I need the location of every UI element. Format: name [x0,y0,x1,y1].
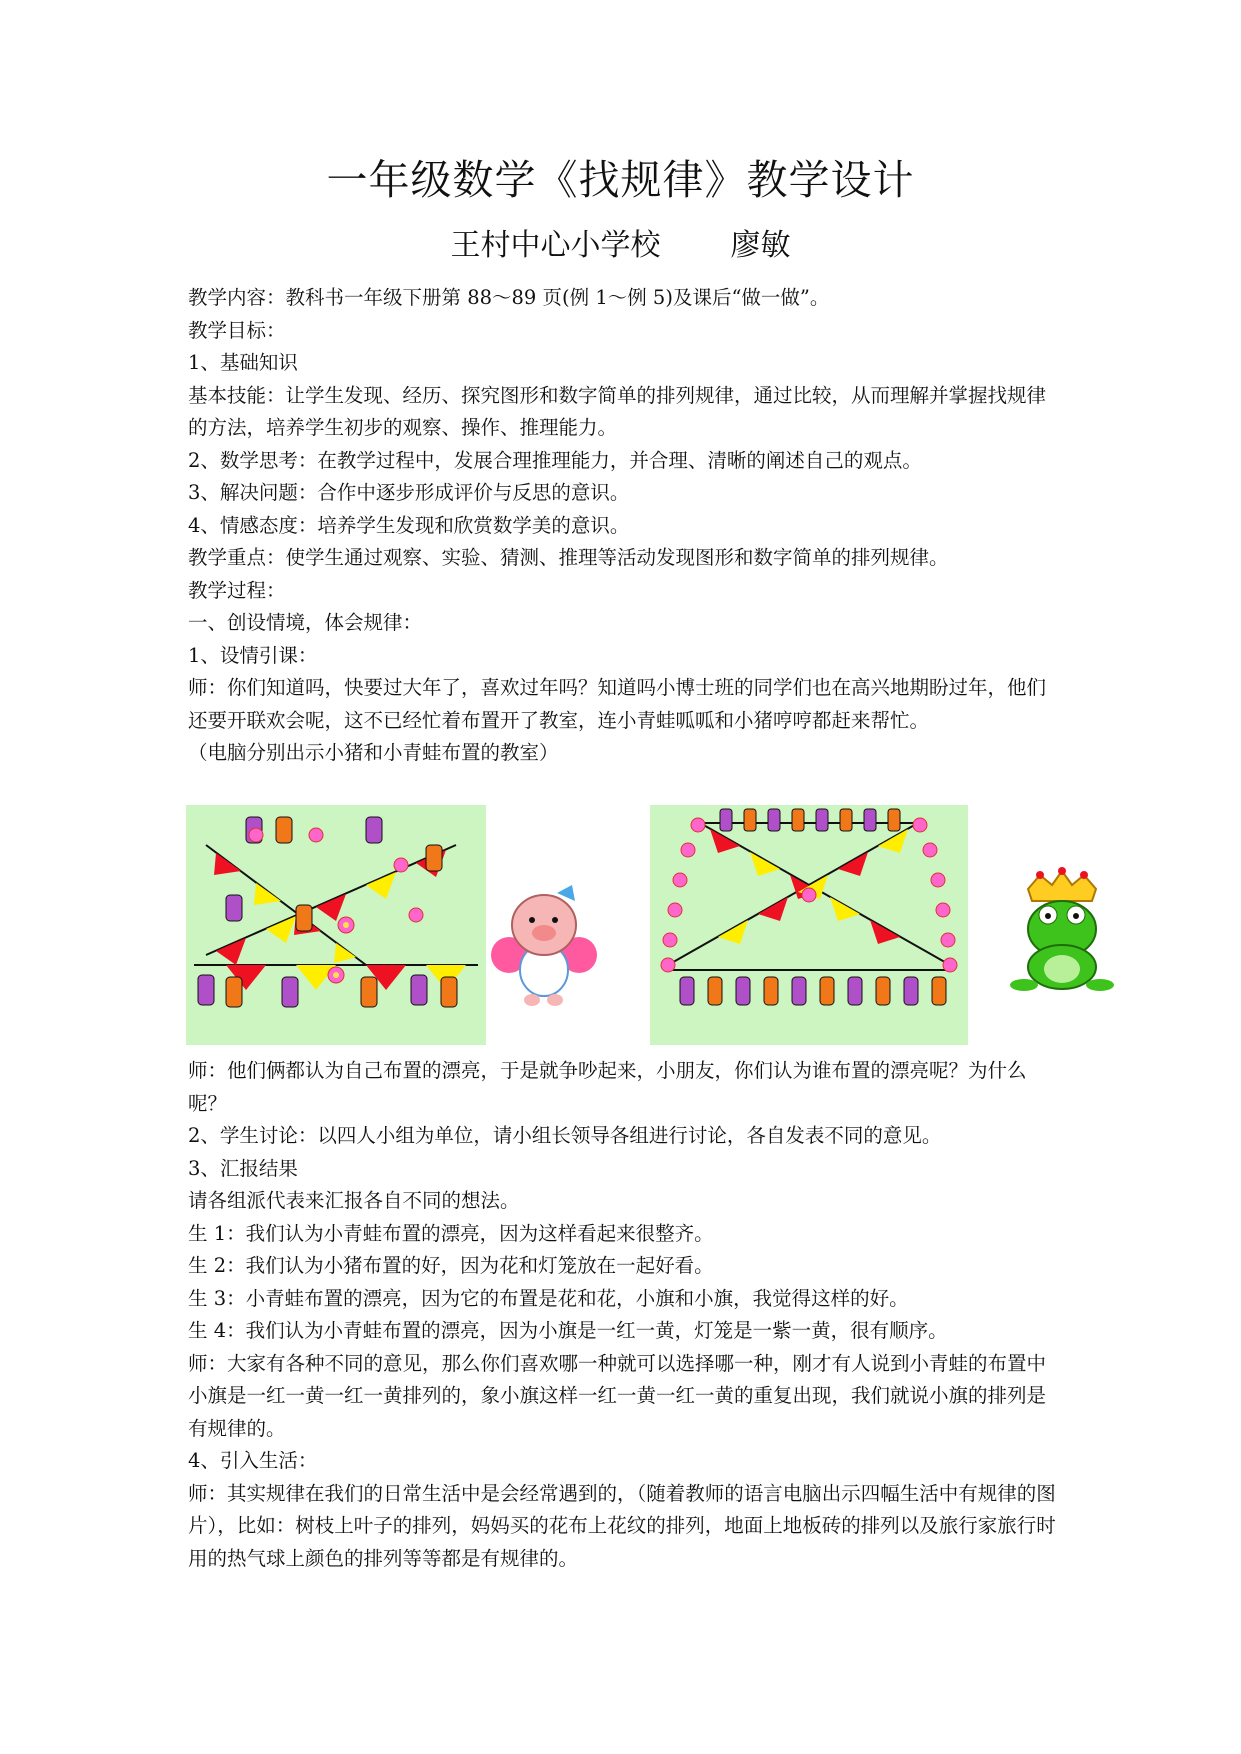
paragraph: 2、数学思考：在教学过程中，发展合理推理能力，并合理、清晰的阐述自己的观点。 [188,448,922,472]
paragraph: 3、解决问题：合作中逐步形成评价与反思的意识。 [188,481,630,504]
document-subtitle [0,224,1241,268]
text-block-1 [188,282,1058,770]
paragraph: （电脑分别出示小猪和小青蛙布置的教室） [188,741,559,764]
pig-classroom-picture [186,805,486,1045]
paragraph: 教学重点：使学生通过观察、实验、猜测、推理等活动发现图形和数字简单的排列规律。 [188,546,949,569]
paragraph: 师：你们知道吗，快要过大年了，喜欢过年吗？知道吗小博士班的同学们也在高兴地期盼过年，他们还要开联欢会呢，这不已经忙着布置开了教室，连小青蛙呱呱和小猪哼哼都赶来帮忙。 [188,676,1047,732]
school-name: 王村中心小学校 [450,228,661,263]
frog-character-image [1010,867,1115,997]
text-block-2 [188,1055,1058,1575]
paragraph: 教学内容：教科书一年级下册第 88～89 页(例 1～例 5)及课后“做一做”。 [188,286,830,309]
document-title: 一年级数学《找规律》教学设计 [326,156,915,204]
paragraph: 3、汇报结果 [188,1156,298,1180]
paragraph: 生 2：我们认为小猪布置的好，因为花和灯笼放在一起好看。 [188,1254,714,1277]
paragraph: 请各组派代表来汇报各自不同的想法。 [188,1189,520,1212]
paragraph: 教学过程： [188,578,286,602]
paragraph: 生 3：小青蛙布置的漂亮，因为它的布置是花和花，小旗和小旗，我觉得这样的好。 [188,1286,909,1310]
pig-character-image [487,875,597,1010]
frog-classroom-picture [650,805,968,1045]
paragraph: 基本技能：让学生发现、经历、探究图形和数字简单的排列规律，通过比较，从而理解并掌握找规律的方法，培养学生初步的观察、操作、推理能力。 [188,383,1047,439]
author-name: 廖敏 [730,228,791,263]
paragraph: 师：他们俩都认为自己布置的漂亮，于是就争吵起来，小朋友，你们认为谁布置的漂亮呢？为什么呢？ [188,1059,1027,1115]
paragraph: 生 4：我们认为小青蛙布置的漂亮，因为小旗是一红一黄，灯笼是一紫一黄，很有顺序。 [188,1319,948,1342]
classroom-images [0,805,1241,1050]
paragraph: 教学目标： [188,318,286,342]
paragraph: 一、创设情境，体会规律： [188,611,423,634]
paragraph: 师：其实规律在我们的日常生活中是会经常遇到的，（随着教师的语言电脑出示四幅生活中有规律的图片），比如：树枝上叶子的排列，妈妈买的花布上花纹的排列，地面上地板砖的排列以及旅行家旅行时用的热气球上颜色的排列等等都是有规律的。 [188,1481,1056,1570]
paragraph: 4、情感态度：培养学生发现和欣赏数学美的意识。 [188,513,630,537]
paragraph: 4、引入生活： [188,1449,318,1472]
paragraph: 生 1：我们认为小青蛙布置的漂亮，因为这样看起来很整齐。 [188,1221,714,1245]
paragraph: 师：大家有各种不同的意见，那么你们喜欢哪一种就可以选择哪一种，刚才有人说到小青蛙的布置中小旗是一红一黄一红一黄排列的，象小旗这样一红一黄一红一黄的重复出现，我们就说小旗的排列是有规律的。 [188,1351,1047,1440]
paragraph: 1、基础知识 [188,351,298,374]
paragraph: 2、学生讨论：以四人小组为单位，请小组长领导各组进行讨论，各自发表不同的意见。 [188,1124,942,1147]
paragraph: 1、设情引课： [188,643,318,667]
